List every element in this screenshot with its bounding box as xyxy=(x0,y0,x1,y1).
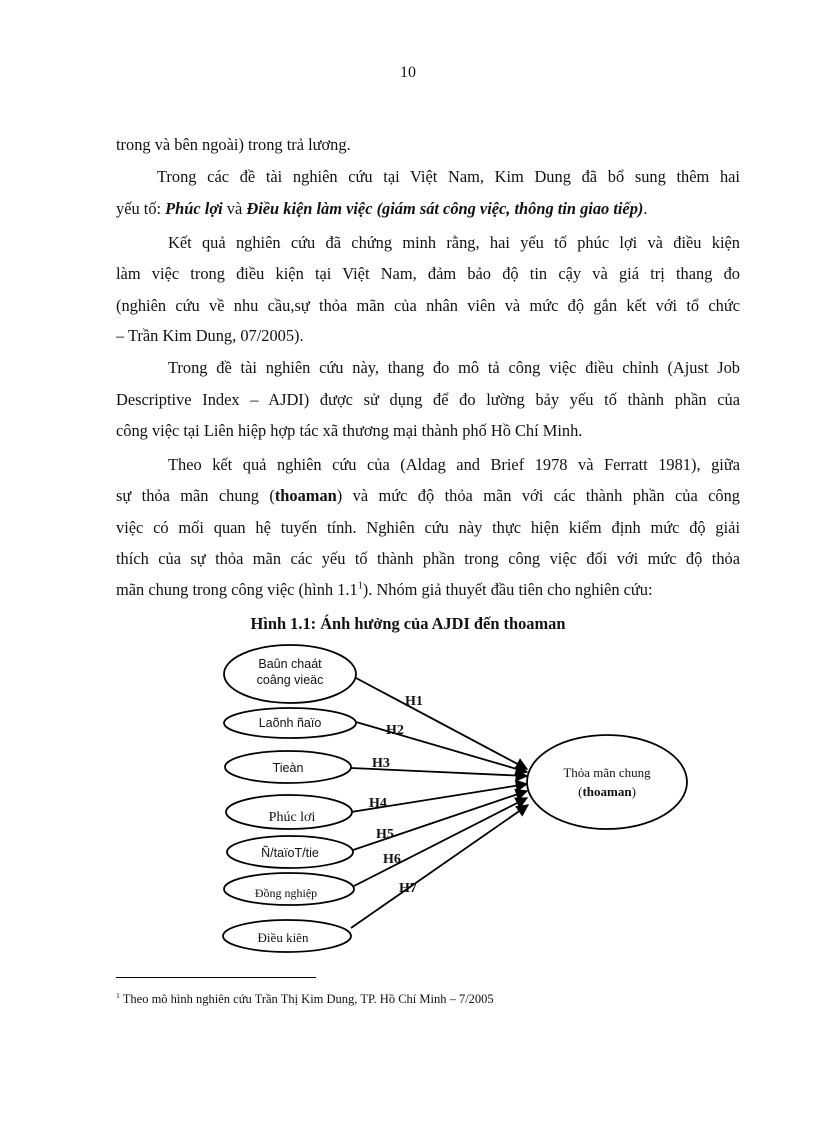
body-line: trong và bên ngoài) trong trả lương. xyxy=(116,135,351,154)
body-line: – Trần Kim Dung, 07/2005). xyxy=(116,326,304,345)
factor-label: Baûn chaát xyxy=(258,657,322,671)
footnote-marker: 1 xyxy=(116,990,120,1000)
target-paren: ) xyxy=(631,784,636,799)
footnote-separator xyxy=(116,977,316,978)
target-label: Thỏa mãn chung xyxy=(563,765,651,780)
page-number: 10 xyxy=(400,64,416,81)
footnote xyxy=(116,992,494,1007)
hypothesis-label: H6 xyxy=(383,852,401,867)
body-line: thích của sự thỏa mãn các yếu tố thành phần trong công việc đối với mức độ thỏa xyxy=(116,549,740,568)
text-run: yếu tố: xyxy=(116,199,166,218)
body-line: (nghiên cứu về nhu cầu,sự thỏa mãn của nhân viên và mức độ gắn kết với tổ chức xyxy=(116,296,740,315)
ajdi-diagram xyxy=(0,640,816,960)
factor-label: Laõnh ñaïo xyxy=(258,716,322,730)
body-line: Theo kết quả nghiên cứu của (Aldag and Brief 1978 và Ferratt 1981), giữa xyxy=(168,455,740,474)
emphasis-term: Phúc lợi xyxy=(165,199,223,218)
body-line: Trong các đề tài nghiên cứu tại Việt Nam, Kim Dung đã bổ sung thêm hai xyxy=(157,167,740,186)
factor-label: Tieàn xyxy=(272,761,304,775)
target-paren: ( xyxy=(578,784,583,799)
emphasis-term: Điều kiện làm việc (giám sát công việc, thông tin giao tiếp) xyxy=(246,199,644,218)
factor-label: Điều kiên xyxy=(257,930,309,945)
text-run: ). Nhóm giả thuyết đầu tiên cho nghiên cứu: xyxy=(362,580,653,599)
hypothesis-label: H7 xyxy=(399,881,417,896)
footnote-ref: 1 xyxy=(357,580,363,592)
hypothesis-label: H5 xyxy=(376,827,394,842)
hypothesis-label: H4 xyxy=(369,796,387,811)
footnote-text: Theo mô hình nghiên cứu Trần Thị Kim Dung, TP. Hồ Chí Minh – 7/2005 xyxy=(119,992,494,1006)
body-line: Descriptive Index – AJDI) được sử dụng để đo lường bảy yếu tố thành phần của xyxy=(116,390,740,409)
body-line xyxy=(116,580,740,600)
figure-caption: Hình 1.1: Ánh hưởng của AJDI đến thoaman xyxy=(250,614,566,633)
body-line xyxy=(116,199,740,219)
text-run: . xyxy=(643,199,648,218)
body-line: Trong đề tài nghiên cứu này, thang đo mô tả công việc điều chỉnh (Ajust Job xyxy=(168,358,740,377)
target-label xyxy=(578,784,636,799)
hypothesis-label: H2 xyxy=(386,723,404,738)
arrow-h6 xyxy=(354,798,527,886)
emphasis-term: thoaman xyxy=(274,486,337,505)
factor-label: coâng vieäc xyxy=(256,673,324,687)
target-term: thoaman xyxy=(582,784,632,799)
factor-label: Phúc lơi xyxy=(268,810,316,825)
factor-label: Ñ/taïoT/tie xyxy=(261,846,319,860)
hypothesis-label: H3 xyxy=(372,756,390,771)
text-run: sự thỏa mãn chung ( xyxy=(116,486,275,505)
arrow-h7 xyxy=(351,805,528,928)
body-line: Kết quả nghiên cứu đã chứng minh rằng, hai yếu tố phúc lợi và điều kiện xyxy=(168,233,740,252)
body-line xyxy=(116,486,740,506)
text-run: và xyxy=(222,199,247,218)
target-ellipse xyxy=(527,735,687,829)
hypothesis-label: H1 xyxy=(405,694,423,709)
body-line: công việc tại Liên hiệp hợp tác xã thương mại thành phố Hồ Chí Minh. xyxy=(116,421,583,440)
factor-label: Đồng nghiệp xyxy=(254,886,318,900)
body-line: việc có mối quan hệ tuyến tính. Nghiên cứu này thực hiện kiểm định mức độ giải xyxy=(116,518,740,537)
body-line: làm việc trong điều kiện tại Việt Nam, đảm bảo độ tin cậy và giá trị thang đo xyxy=(116,264,740,283)
text-run: ) và mức độ thỏa mãn với các thành phần của công xyxy=(336,486,740,505)
text-run: mãn chung trong công việc (hình 1.1 xyxy=(116,580,358,599)
